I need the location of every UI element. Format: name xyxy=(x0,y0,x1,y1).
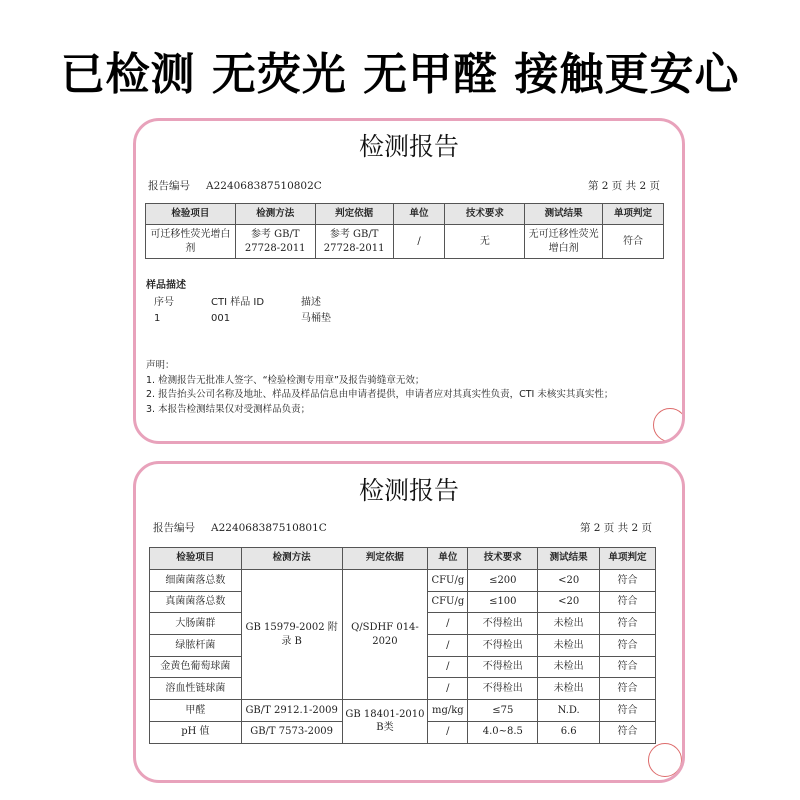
cell-item: 大肠菌群 xyxy=(150,613,242,635)
cell-result: 未检出 xyxy=(538,613,600,635)
cell-method: 参考 GB/T 27728-2011 xyxy=(235,225,315,259)
sample-header: 序号 xyxy=(154,297,174,308)
column-header: 检验项目 xyxy=(150,548,242,570)
statement xyxy=(146,359,666,417)
report-title: 检测报告 xyxy=(358,476,459,505)
cell-unit: CFU/g xyxy=(428,591,468,613)
cell-unit: CFU/g xyxy=(428,570,468,592)
cell-item: 绿脓杆菌 xyxy=(150,635,242,657)
cell-requirement: 不得检出 xyxy=(468,613,538,635)
cell-method: GB/T 7573-2009 xyxy=(241,721,342,743)
cell-unit: mg/kg xyxy=(428,700,468,722)
sample-header-row xyxy=(146,295,381,311)
cell-result: N.D. xyxy=(538,700,600,722)
cell-verdict: 符合 xyxy=(600,570,656,592)
cell-result: 未检出 xyxy=(538,635,600,657)
cell-item: 细菌菌落总数 xyxy=(150,570,242,592)
report-card-formaldehyde-fluorescence xyxy=(133,118,685,444)
column-header: 判定依据 xyxy=(342,548,428,570)
cell-requirement: ≤75 xyxy=(468,700,538,722)
test-results-table xyxy=(149,547,656,744)
statement-title: 声明： xyxy=(146,360,175,371)
seal-stamp xyxy=(653,408,685,442)
column-header: 检验项目 xyxy=(146,204,236,225)
cell-unit: / xyxy=(428,678,468,700)
sample-desc: 马桶垫 xyxy=(301,313,331,324)
cell-verdict: 符合 xyxy=(603,225,664,259)
seal-stamp xyxy=(648,743,682,777)
report-number-value: A224068387510802C xyxy=(206,180,322,192)
report-number xyxy=(153,520,327,535)
cell-result: 6.6 xyxy=(538,721,600,743)
cell-verdict: 符合 xyxy=(600,591,656,613)
cell-method: GB 15979-2002 附录 B xyxy=(241,570,342,700)
column-header: 技术要求 xyxy=(445,204,525,225)
cell-unit: / xyxy=(428,635,468,657)
column-header: 检测方法 xyxy=(241,548,342,570)
column-header: 单项判定 xyxy=(603,204,664,225)
cell-item: 甲醛 xyxy=(150,700,242,722)
page-info: 第 2 页 共 2 页 xyxy=(587,180,660,192)
cell-basis: Q/SDHF 014-2020 xyxy=(342,570,428,700)
report-number-value: A224068387510801C xyxy=(211,522,327,534)
column-header: 单项判定 xyxy=(600,548,656,570)
cell-method: GB/T 2912.1-2009 xyxy=(241,700,342,722)
cell-requirement: 无 xyxy=(445,225,525,259)
table-row xyxy=(146,225,664,259)
cell-verdict: 符合 xyxy=(600,635,656,657)
cell-basis: 参考 GB/T 27728-2011 xyxy=(315,225,393,259)
sample-description xyxy=(146,276,381,327)
report-number xyxy=(148,178,322,193)
statement-line: 2. 报告抬头公司名称及地址、样品及样品信息由申请者提供，申请者应对其真实性负责，CTI 未核实其真实性； xyxy=(146,389,614,400)
cell-unit: / xyxy=(428,613,468,635)
report-number-label: 报告编号 xyxy=(148,180,190,192)
table-row xyxy=(150,570,656,592)
table-header-row xyxy=(150,548,656,570)
column-header: 测试结果 xyxy=(538,548,600,570)
cell-requirement: ≤200 xyxy=(468,570,538,592)
cell-unit: / xyxy=(428,656,468,678)
cell-unit: / xyxy=(428,721,468,743)
cell-basis: GB 18401-2010 B类 xyxy=(342,700,428,743)
cell-requirement: ≤100 xyxy=(468,591,538,613)
cell-requirement: 4.0~8.5 xyxy=(468,721,538,743)
cell-result: 未检出 xyxy=(538,656,600,678)
cell-result: 未检出 xyxy=(538,678,600,700)
sample-header: 描述 xyxy=(301,297,321,308)
cell-item: pH 值 xyxy=(150,721,242,743)
table-row xyxy=(150,700,656,722)
column-header: 单位 xyxy=(393,204,445,225)
cell-verdict: 符合 xyxy=(600,656,656,678)
report-card-microbial xyxy=(133,461,685,783)
cell-item: 可迁移性荧光增白剂 xyxy=(146,225,236,259)
cell-item: 真菌菌落总数 xyxy=(150,591,242,613)
cell-requirement: 不得检出 xyxy=(468,678,538,700)
cell-unit: / xyxy=(393,225,445,259)
cell-result: 无可迁移性荧光增白剂 xyxy=(525,225,603,259)
sample-no: 1 xyxy=(154,313,161,324)
report-title: 检测报告 xyxy=(358,132,459,161)
sample-id: 001 xyxy=(211,313,231,324)
statement-line: 1. 检测报告无批准人签字、“检验检测专用章”及报告骑缝章无效； xyxy=(146,374,425,386)
test-results-table xyxy=(145,203,664,259)
cell-requirement: 不得检出 xyxy=(468,635,538,657)
column-header: 技术要求 xyxy=(468,548,538,570)
report-number-label: 报告编号 xyxy=(153,522,195,534)
sample-header: CTI 样品 ID xyxy=(211,297,265,308)
sample-title: 样品描述 xyxy=(146,280,186,291)
cell-verdict: 符合 xyxy=(600,678,656,700)
cell-verdict: 符合 xyxy=(600,721,656,743)
cell-result: <20 xyxy=(538,591,600,613)
cell-requirement: 不得检出 xyxy=(468,656,538,678)
cell-item: 金黄色葡萄球菌 xyxy=(150,656,242,678)
column-header: 测试结果 xyxy=(525,204,603,225)
column-header: 判定依据 xyxy=(315,204,393,225)
statement-line: 3. 本报告检测结果仅对受测样品负责； xyxy=(146,403,311,415)
column-header: 检测方法 xyxy=(235,204,315,225)
cell-verdict: 符合 xyxy=(600,700,656,722)
page-info: 第 2 页 共 2 页 xyxy=(579,522,652,534)
cell-result: <20 xyxy=(538,570,600,592)
table-header-row xyxy=(146,204,664,225)
cell-item: 溶血性链球菌 xyxy=(150,678,242,700)
headline: 已检测 无荧光 无甲醛 接触更安心 xyxy=(60,49,740,100)
cell-verdict: 符合 xyxy=(600,613,656,635)
sample-row xyxy=(146,311,381,327)
column-header: 单位 xyxy=(428,548,468,570)
